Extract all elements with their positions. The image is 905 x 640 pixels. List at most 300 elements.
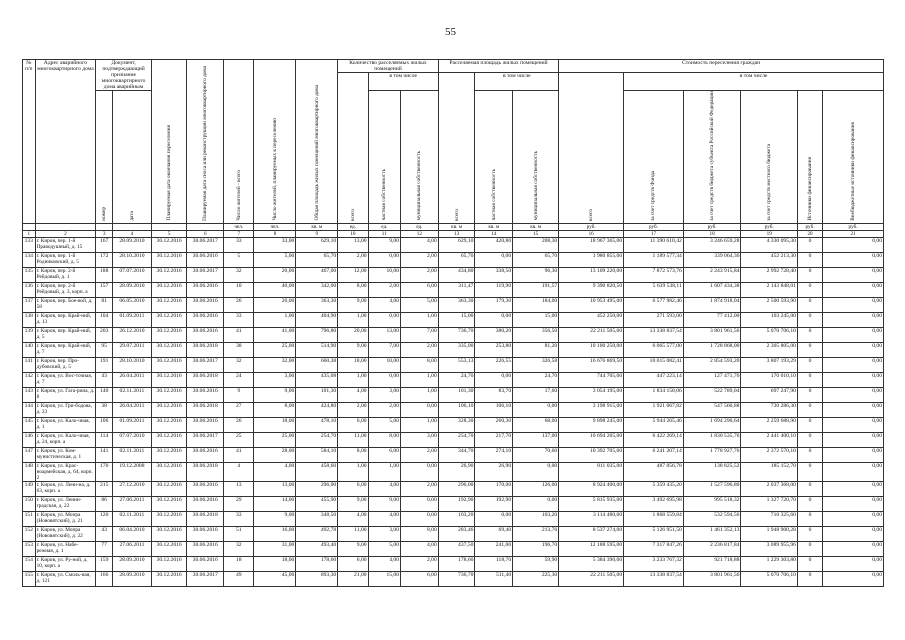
table-row [23,526,884,541]
table-cell: 32 [224,357,254,372]
table-cell: 3,00 [401,432,439,447]
unit-cell [35,223,96,230]
table-cell: 1 728 868,00 [683,342,741,357]
table-cell: 660,38 [296,357,338,372]
table-cell: 6 422 269,14 [624,432,684,447]
table-cell: 0 [797,541,822,556]
table-cell: 6,00 [338,417,368,432]
header-area-incl: в том числе [475,73,559,91]
unit-cell: кв. м [513,223,559,230]
table-cell: 30.06.2017 [187,267,224,282]
address-cell: г. Киров, пер. 2-й Рейдовый, д. 3, корп. а [35,282,96,297]
table-cell: 188 [96,267,113,282]
table-cell: 106,10 [438,402,475,417]
table-cell: 26,90 [438,462,475,481]
table-cell: 5 815 935,00 [559,496,624,511]
table-cell: 7,00 [401,327,439,342]
table-cell: 326,58 [513,357,559,372]
table-cell: 6,00 [401,571,439,586]
table-cell: 274,10 [475,447,513,462]
table-cell: 159 [96,556,113,571]
table-cell: 5 359 435,20 [624,481,684,496]
table-cell: 196,70 [513,541,559,556]
table-cell: 296,00 [296,481,338,496]
table-cell: 133 [23,237,36,252]
unit-cell [113,223,152,230]
table-cell: 215 [96,481,113,496]
table-cell: 629,10 [438,237,475,252]
table-cell: 30.06.2017 [187,357,224,372]
table-cell: 4,00 [368,481,400,496]
table-cell: 344,70 [438,447,475,462]
table-cell: 2,00 [338,252,368,267]
table-cell: 7 317 847,26 [624,541,684,556]
table-cell: 166 [96,571,113,586]
table-cell: 9 [224,387,254,402]
table-cell: 0 [797,447,822,462]
table-cell: 3,00 [368,387,400,402]
column-number-cell: 20 [797,230,822,237]
table-cell: 447 223,14 [624,372,684,387]
table-cell: 170 [96,462,113,481]
table-cell: 151 [23,511,36,526]
table-cell: 51 [224,526,254,541]
table-cell: 2 305 805,00 [741,342,798,357]
table-cell: 8,00 [368,432,400,447]
header-cost-sources: Источники финансирования [797,91,822,224]
table-cell: 148 [23,462,36,481]
address-cell: г. Киров, ул. Набе-режная, д. 1 [35,541,96,556]
table-cell: 0 [797,432,822,447]
table-cell: 744 705,00 [559,372,624,387]
table-cell: 29.07.2011 [113,342,152,357]
table-cell: 5 639 538,11 [624,282,684,297]
table-cell: 1 874 918,04 [683,297,741,312]
table-cell: 103,20 [513,511,559,526]
header-cost-local: за счет средств местного бюджета [741,91,798,224]
table-cell: 30.06.2018 [187,372,224,387]
table-row [23,447,884,462]
table-cell: 10 015 082,41 [624,357,684,372]
table-cell: 3 492 695,98 [624,496,684,511]
table-cell: 2 372 570,10 [741,447,798,462]
table-cell: 10 953 495,00 [559,297,624,312]
table-row [23,372,884,387]
table-cell: 10,00 [368,357,400,372]
table-header [23,60,884,224]
address-cell: г. Киров, ул. Гри-бодова, д. 23 [35,402,96,417]
table-cell: 547 560,88 [683,402,741,417]
table-cell: 30.06.2017 [187,571,224,586]
table-row [23,496,884,511]
header-count-municipal: муниципальная собственность [401,91,439,224]
table-cell: 283,46 [438,526,475,541]
table-cell: 342,00 [296,282,338,297]
table-cell: 141 [23,357,36,372]
table-cell: 65,70 [438,252,475,267]
table-cell: 26.04.2011 [113,372,152,387]
table-row [23,342,884,357]
table-cell: 3 807 193,29 [741,357,798,372]
table-cell: 1,00 [254,312,296,327]
table-cell: 0 [797,237,822,252]
table-cell: 1,00 [368,462,400,481]
table-cell: 4,00 [401,541,439,556]
header-residents-total: Число жителей - всего [224,60,254,224]
table-row [23,556,884,571]
table-cell: 629,10 [296,237,338,252]
table-cell: 213,76 [513,526,559,541]
table-cell: 1,00 [338,372,368,387]
table-cell: 30.06.2016 [187,252,224,267]
table-cell: 28.09.2010 [113,282,152,297]
address-cell: г. Киров, пер. Край-ний, д. 13 [35,312,96,327]
header-planned-demolition: Планируемая дата сноса или реконструкции многоквартирного дома [187,60,224,224]
table-cell: 22 211 505,00 [559,327,624,342]
table-cell: 2,00 [338,402,368,417]
table-cell: 26 [224,297,254,312]
table-cell: 339 064,36 [683,252,741,267]
table-cell: 30.06.2016 [187,297,224,312]
table-cell: 01.09.2011 [113,417,152,432]
table-cell: 3 114 480,00 [559,511,624,526]
table-cell: 30.06.2016 [187,417,224,432]
table-cell: 6 065 577,00 [624,342,684,357]
table-cell: 30.12.2016 [151,526,187,541]
table-cell: 4 330 095,30 [741,237,798,252]
table-cell: 995 518,32 [683,496,741,511]
table-cell: 30.12.2016 [151,342,187,357]
table-cell: 0,00 [823,462,884,481]
table-cell: 30.06.2017 [187,237,224,252]
table-cell: 30.12.2016 [151,417,187,432]
table-cell: 3 233 767,32 [624,556,684,571]
table-cell: 1 778 927,76 [683,447,741,462]
table-cell: 134 [23,252,36,267]
header-area-municipal: муниципальная собственность [513,91,559,224]
table-cell: 492,78 [296,526,338,541]
address-cell: г. Киров, ул. Кало-чная, д. 1 [35,417,96,432]
table-cell: 311,47 [438,282,475,297]
table-cell: 157 [96,282,113,297]
table-cell: 28.10.2010 [113,252,152,267]
unit-cell: ед. [338,223,368,230]
table-cell: 9 898 245,00 [559,417,624,432]
table-cell: 77 [96,541,113,556]
table-row [23,297,884,312]
table-cell: 420,80 [475,237,513,252]
table-cell: 26.12.2010 [113,327,152,342]
table-cell: 452 250,00 [559,312,624,327]
table-cell: 70,60 [513,447,559,462]
table-cell: 15,00 [368,571,400,586]
table-cell: 5,00 [401,297,439,312]
table-cell: 487 056,78 [624,462,684,481]
address-cell: г. Киров, ул. Ленин-градская, д. 22 [35,496,96,511]
table-cell: 30.12.2016 [151,571,187,586]
table-cell: 30.12.2016 [151,432,187,447]
table-cell: 31,00 [254,541,296,556]
table-cell: 1,00 [338,312,368,327]
address-cell: г. Киров, пер. Бое-вой, д. 58 [35,297,96,312]
table-cell: 0,00 [475,372,513,387]
table-cell: 5 384 390,00 [559,556,624,571]
table-cell: 170 010,10 [741,372,798,387]
column-number-cell: 7 [224,230,254,237]
table-cell: 0,00 [823,402,884,417]
column-numbers-row [23,230,884,237]
table-cell: 3 801 961,56 [683,571,741,586]
table-row [23,402,884,417]
table-cell: 6,00 [401,282,439,297]
table-cell: 191,57 [513,282,559,297]
table-cell: 2 441 400,10 [741,432,798,447]
table-cell: 1 980 855,00 [559,252,624,267]
table-cell: 0 [797,342,822,357]
table-cell: 9,00 [338,342,368,357]
table-cell: 2,00 [401,252,439,267]
table-cell: 30.12.2016 [151,237,187,252]
unit-cell: руб. [797,223,822,230]
table-cell: 532 594,56 [683,511,741,526]
table-cell: 2,00 [368,402,400,417]
table-cell: 3 246 659,28 [683,237,741,252]
table-cell: 81,20 [513,342,559,357]
table-cell: 13,00 [368,327,400,342]
table-cell: 27 [224,402,254,417]
address-cell: г. Киров, ул. Вос-точная, д. 7 [35,372,96,387]
table-cell: 348,50 [296,511,338,526]
table-cell: 24 [224,372,254,387]
table-cell: 192,90 [475,496,513,511]
table-cell: 697 247,90 [741,387,798,402]
table-cell: 18,00 [338,357,368,372]
table-cell: 4,00 [338,511,368,526]
table-cell: 424,80 [296,402,338,417]
table-cell: 11 390 610,42 [624,237,684,252]
table-cell: 0 [797,357,822,372]
table-cell: 153 [23,541,36,556]
table-cell: 1,00 [401,387,439,402]
table-cell: 6 577 982,46 [624,297,684,312]
header-cost-total: всего [559,73,624,224]
table-cell: 43 [96,372,113,387]
table-cell: 178,60 [296,556,338,571]
table-cell: 81 [96,297,113,312]
table-cell: 6 241 207,14 [624,447,684,462]
table-cell: 06.04.2010 [113,526,152,541]
header-address: Адрес аварийного многоквартирного дома [35,60,96,224]
table-cell: 271 593,00 [624,312,684,327]
table-cell: 5 070 706,10 [741,327,798,342]
table-cell: 7,00 [368,342,400,357]
table-cell: 3,00 [254,372,296,387]
table-cell: 2 854 593,20 [683,357,741,372]
table-cell: 1 461 352,13 [683,526,741,541]
table-cell: 28,00 [254,447,296,462]
table-cell: 170,00 [475,481,513,496]
table-cell: 137 [23,297,36,312]
table-cell: 493,40 [296,541,338,556]
table-cell: 0,00 [823,297,884,312]
table-cell: 893,30 [296,571,338,586]
table-cell: 2 992 728,40 [741,267,798,282]
table-cell: 8,00 [338,282,368,297]
table-cell: 118,70 [475,556,513,571]
table-cell: 0,00 [823,556,884,571]
table-cell: 83,70 [475,387,513,402]
table-cell: 104 [96,312,113,327]
table-cell: 0 [797,417,822,432]
table-cell: 0,00 [823,252,884,267]
table-cell: 30.12.2016 [151,357,187,372]
table-cell: 32 [224,267,254,282]
column-number-cell: 8 [254,230,296,237]
table-cell: 26 [224,417,254,432]
table-cell: 356,50 [513,327,559,342]
table-cell: 9,00 [368,237,400,252]
table-cell: 01.09.2011 [113,312,152,327]
unit-cell: руб. [823,223,884,230]
table-cell: 30.12.2016 [151,267,187,282]
table-cell: 143 [23,387,36,402]
table-cell: 32,00 [254,357,296,372]
table-cell: 30.12.2016 [151,496,187,511]
table-cell: 0,00 [368,372,400,387]
unit-cell: ед. [368,223,400,230]
table-cell: 02.11.2011 [113,447,152,462]
table-cell: 208,30 [513,237,559,252]
unit-cell: руб. [624,223,684,230]
table-cell: 1,00 [401,417,439,432]
table-cell: 0,00 [368,252,400,267]
table-cell: 0,00 [823,571,884,586]
table-cell: 30.12.2016 [151,447,187,462]
table-cell: 0,00 [823,357,884,372]
header-group-area: Расселяемая площадь жилых помещений [438,60,558,73]
table-cell: 0,00 [475,252,513,267]
table-cell: 2,00 [401,447,439,462]
table-cell: 0 [797,496,822,511]
table-cell: 2 259 688,90 [741,417,798,432]
table-cell: 10,00 [368,267,400,282]
address-cell: г. Киров, ул. Лени-на, д. 63, корп. а [35,481,96,496]
column-number-cell: 1 [23,230,36,237]
table-cell: 14,00 [254,496,296,511]
table-cell: 8,00 [254,402,296,417]
table-cell: 0 [797,526,822,541]
table-cell: 5 126 951,50 [624,526,684,541]
header-cost-subject: за счет средств бюджета субъекта Российской Федерации [683,91,741,224]
table-cell: 0 [797,267,822,282]
table-cell: 13,00 [338,237,368,252]
table-cell: 335,00 [438,342,475,357]
table-cell: 710 325,60 [741,511,798,526]
header-doc-number: номер [96,91,113,224]
table-cell: 30.06.2018 [187,402,224,417]
table-cell: 8 537 274,00 [559,526,624,541]
table-cell: 152 [23,526,36,541]
table-cell: 28.09.2010 [113,556,152,571]
table-cell: 9,00 [338,297,368,312]
table-row [23,541,884,556]
table-cell: 141 [96,447,113,462]
table-cell: 6,00 [368,447,400,462]
table-cell: 2,00 [401,556,439,571]
table-cell: 28.09.2010 [113,237,152,252]
table-cell: 0,00 [823,511,884,526]
column-number-cell: 21 [823,230,884,237]
table-cell: 0,00 [823,526,884,541]
table-cell: 1 830 535,76 [683,432,741,447]
table-cell: 30.12.2016 [151,556,187,571]
table-cell: 514,90 [296,342,338,357]
table-cell: 139 [23,327,36,342]
table-cell: 4,00 [368,297,400,312]
column-number-cell: 14 [475,230,513,237]
column-number-cell: 12 [401,230,439,237]
table-cell: 8,00 [338,447,368,462]
table-cell: 106 [96,417,113,432]
unit-cell [96,223,113,230]
table-cell: 2,00 [401,342,439,357]
table-cell: 8,00 [401,526,439,541]
table-cell: 5 944 265,46 [624,417,684,432]
table-cell: 437,50 [438,541,475,556]
table-cell: 0,00 [513,462,559,481]
header-area-private: частная собственность [475,91,513,224]
table-cell: 4,00 [254,462,296,481]
table-cell: 225,30 [513,571,559,586]
table-cell: 1,00 [401,372,439,387]
table-cell: 0 [797,252,822,267]
table-cell: 33 [224,312,254,327]
table-cell: 0,00 [401,402,439,417]
header-count-total: всего [338,73,368,224]
table-cell: 217,70 [475,432,513,447]
table-cell: 458,60 [296,462,338,481]
table-cell: 11,00 [338,432,368,447]
header-doc-date: дата [113,91,152,224]
table-cell: 241,00 [475,541,513,556]
table-cell: 0 [797,462,822,481]
table-cell: 4,00 [338,387,368,402]
table-row [23,417,884,432]
table-cell: 30.12.2016 [151,282,187,297]
table-cell: 1 834 158,06 [624,387,684,402]
table-cell: 10 392 705,00 [559,447,624,462]
table-cell: 0,00 [823,432,884,447]
table-cell: 119,90 [475,282,513,297]
table-cell: 33 [224,237,254,252]
table-cell: 254,70 [438,432,475,447]
table-cell: 103,20 [438,511,475,526]
table-row [23,327,884,342]
table-cell: 155 [23,571,36,586]
table-cell: 25,00 [254,432,296,447]
table-cell: 9,00 [338,496,368,511]
table-cell: 144 [23,402,36,417]
table-cell: 28.10.2010 [113,357,152,372]
table-row [23,282,884,297]
table-cell: 3 054 195,00 [559,387,624,402]
table-cell: 4,00 [368,556,400,571]
table-cell: 172 [96,252,113,267]
table-cell: 0,00 [823,541,884,556]
table-cell: 796,80 [296,327,338,342]
table-cell: 8 924 400,00 [559,481,624,496]
header-residents-planned: Число жителей, планируемых к переселению [254,60,296,224]
